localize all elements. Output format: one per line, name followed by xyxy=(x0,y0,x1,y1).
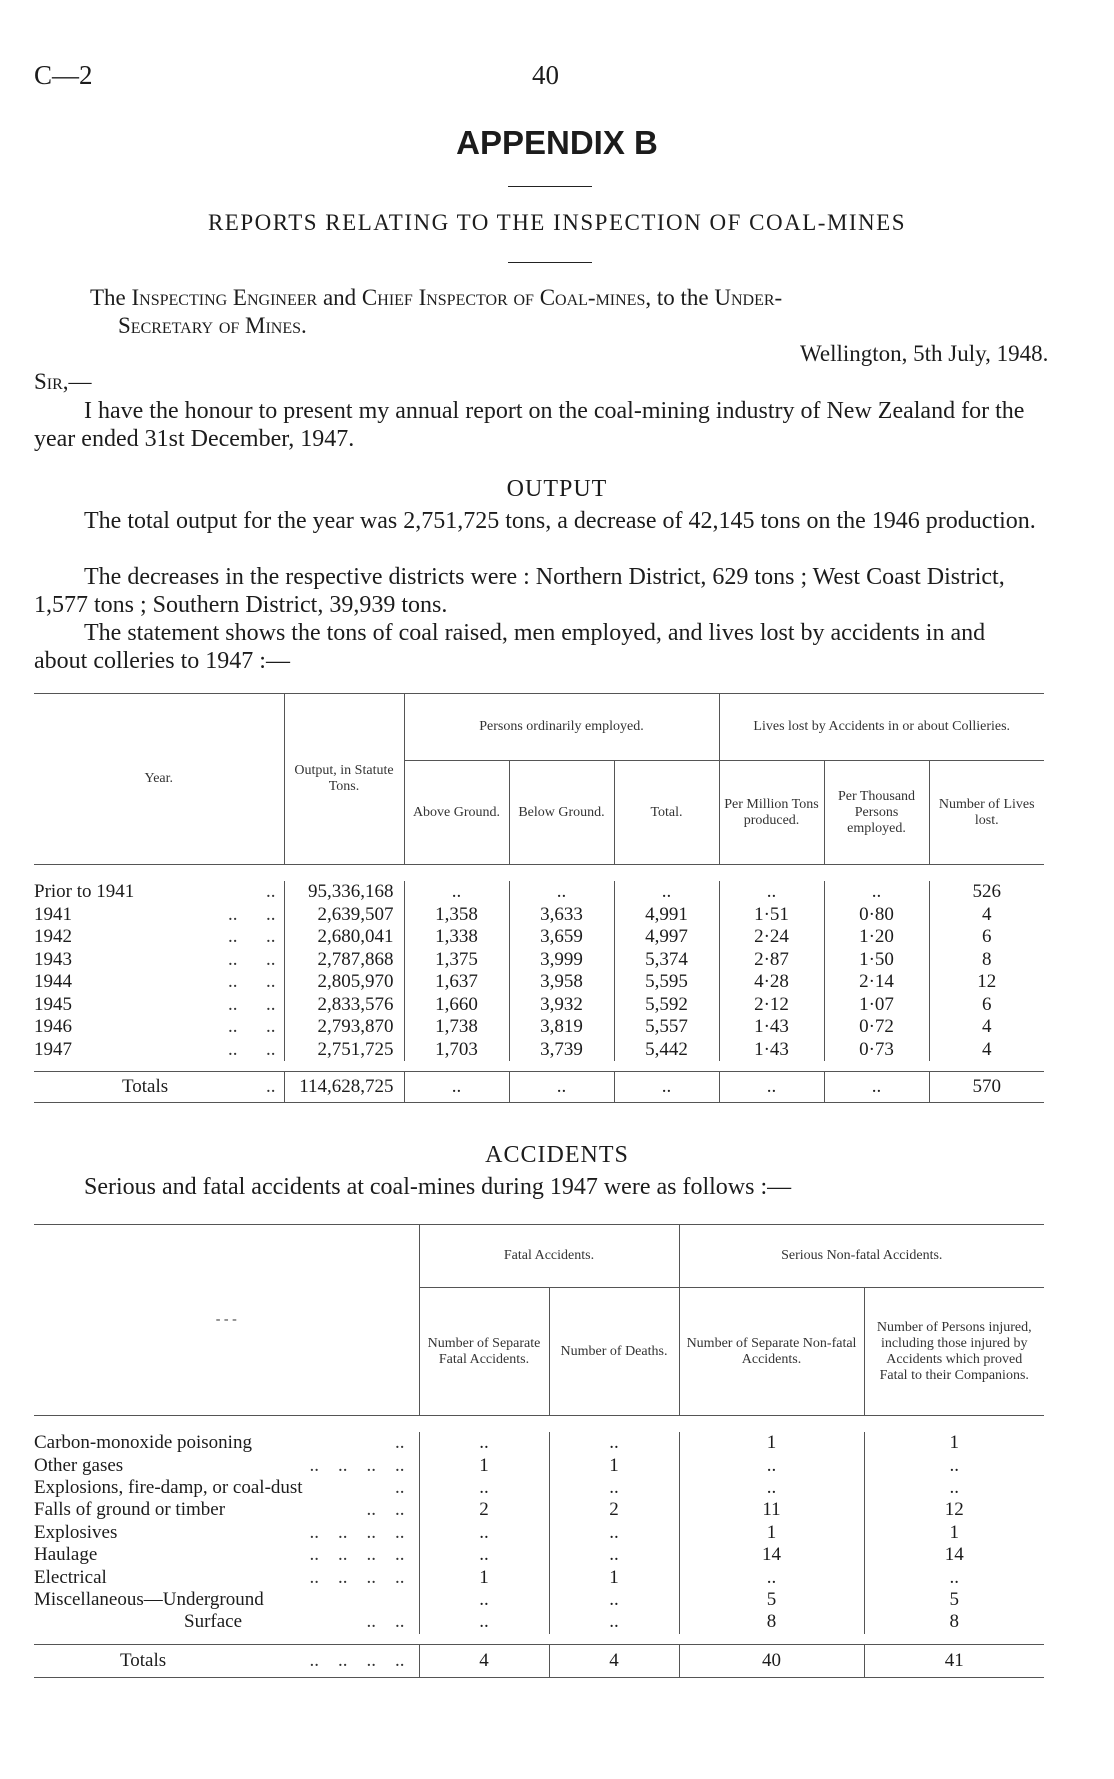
output-table xyxy=(34,693,1044,1103)
accidents-table xyxy=(34,1224,1044,1678)
table-row: Explosions, fire-damp, or coal-dust .. .. .. .. .. xyxy=(34,1477,1044,1499)
persons-header: Persons ordinarily employed. xyxy=(404,694,719,761)
accidents-intro: Serious and fatal accidents at coal-mines during 1947 were as follows :— xyxy=(84,1174,792,1200)
output-paragraph-2: The decreases in the respective districts were : Northern District, 629 tons ; West Coast District, 1,577 tons ; Southern District, 39,939 tons. xyxy=(34,564,1005,618)
lives-header: Lives lost by Accidents in or about Collieries. xyxy=(719,694,1044,761)
lives-lost-header: Number of Lives lost. xyxy=(929,761,1044,865)
address-line-2: Secretary of Mines. xyxy=(118,313,307,338)
total-employed-header: Total. xyxy=(614,761,719,865)
intro-paragraph: I have the honour to present my annual report on the coal-mining industry of New Zealand for the year ended 31st December, 1947. xyxy=(34,398,1025,452)
output-paragraph-3: The statement shows the tons of coal raised, men employed, and lives lost by accidents in and about colleries to 1947 :— xyxy=(34,620,986,674)
below-ground-header: Below Ground. xyxy=(509,761,614,865)
table-row: Carbon-monoxide poisoning .. .. .. 1 1 xyxy=(34,1432,1044,1454)
table-row: Explosives .. .. .. .. .. .. 1 1 xyxy=(34,1522,1044,1544)
separate-nonfatal-header: Number of Separate Non-fatal Accidents. xyxy=(679,1288,864,1416)
table-row: Miscellaneous—Underground .. .. 5 5 xyxy=(34,1589,1044,1611)
document-code: C—2 xyxy=(34,60,93,90)
above-ground-header: Above Ground. xyxy=(404,761,509,865)
deaths-header: Number of Deaths. xyxy=(549,1288,679,1416)
table-row: 1945 .. .. 2,833,576 1,660 3,932 5,592 2·12 1·07 6 xyxy=(34,994,1044,1017)
output-paragraph-1: The total output for the year was 2,751,725 tons, a decrease of 42,145 tons on the 1946 production. xyxy=(84,508,1036,534)
table-row: Electrical .. .. .. .. 1 1 .. .. xyxy=(34,1566,1044,1588)
separate-fatal-header: Number of Separate Fatal Accidents. xyxy=(419,1288,549,1416)
totals-row: Totals .. 114,628,725 .. .. .. .. .. 570 xyxy=(34,1072,1044,1103)
table-row: Other gases .. .. .. .. 1 1 .. .. xyxy=(34,1454,1044,1476)
cause-header: - - - xyxy=(34,1225,419,1416)
persons-injured-header: Number of Persons injured, including those injured by Accidents which proved Fatal to their Companions. xyxy=(864,1288,1044,1416)
report-subtitle: REPORTS RELATING TO THE INSPECTION OF COAL-MINES xyxy=(207,210,907,235)
output-heading: OUTPUT xyxy=(506,476,608,502)
subtitle-rule xyxy=(508,262,592,263)
table-row: Prior to 1941 .. 95,336,168 .. .. .. .. .. 526 xyxy=(34,881,1044,904)
table-row: Falls of ground or timber .. .. 2 2 11 12 xyxy=(34,1499,1044,1521)
per-thousand-header: Per Thousand Persons employed. xyxy=(824,761,929,865)
table-row: 1947 .. .. 2,751,725 1,703 3,739 5,442 1·43 0·73 4 xyxy=(34,1039,1044,1062)
page-number: 40 xyxy=(532,60,559,90)
table-row: 1942 .. .. 2,680,041 1,338 3,659 4,997 2·24 1·20 6 xyxy=(34,926,1044,949)
table-row: Haulage .. .. .. .. .. .. 14 14 xyxy=(34,1544,1044,1566)
output-header: Output, in Statute Tons. xyxy=(284,694,404,865)
per-million-header: Per Million Tons produced. xyxy=(719,761,824,865)
year-header: Year. xyxy=(34,694,284,865)
address-line-1: The Inspecting Engineer and Chief Inspector of Coal-mines, to the Under- xyxy=(90,285,783,310)
appendix-title: APPENDIX B xyxy=(456,124,658,161)
fatal-header: Fatal Accidents. xyxy=(419,1225,679,1288)
table-row: 1943 .. .. 2,787,868 1,375 3,999 5,374 2·87 1·50 8 xyxy=(34,949,1044,972)
table-row: 1941 .. .. 2,639,507 1,358 3,633 4,991 1·51 0·80 4 xyxy=(34,904,1044,927)
title-rule xyxy=(508,186,592,187)
accidents-heading: ACCIDENTS xyxy=(485,1142,629,1168)
salutation: Sir,— xyxy=(34,369,92,394)
table-row: Surface .. .. .. .. 8 8 xyxy=(34,1611,1044,1633)
serious-header: Serious Non-fatal Accidents. xyxy=(679,1225,1044,1288)
table-row: 1946 .. .. 2,793,870 1,738 3,819 5,557 1·43 0·72 4 xyxy=(34,1016,1044,1039)
letter-date: Wellington, 5th July, 1948. xyxy=(800,341,1049,366)
totals-row: Totals .. .. .. .. 4 4 40 41 xyxy=(34,1644,1044,1677)
table-row: 1944 .. .. 2,805,970 1,637 3,958 5,595 4·28 2·14 12 xyxy=(34,971,1044,994)
